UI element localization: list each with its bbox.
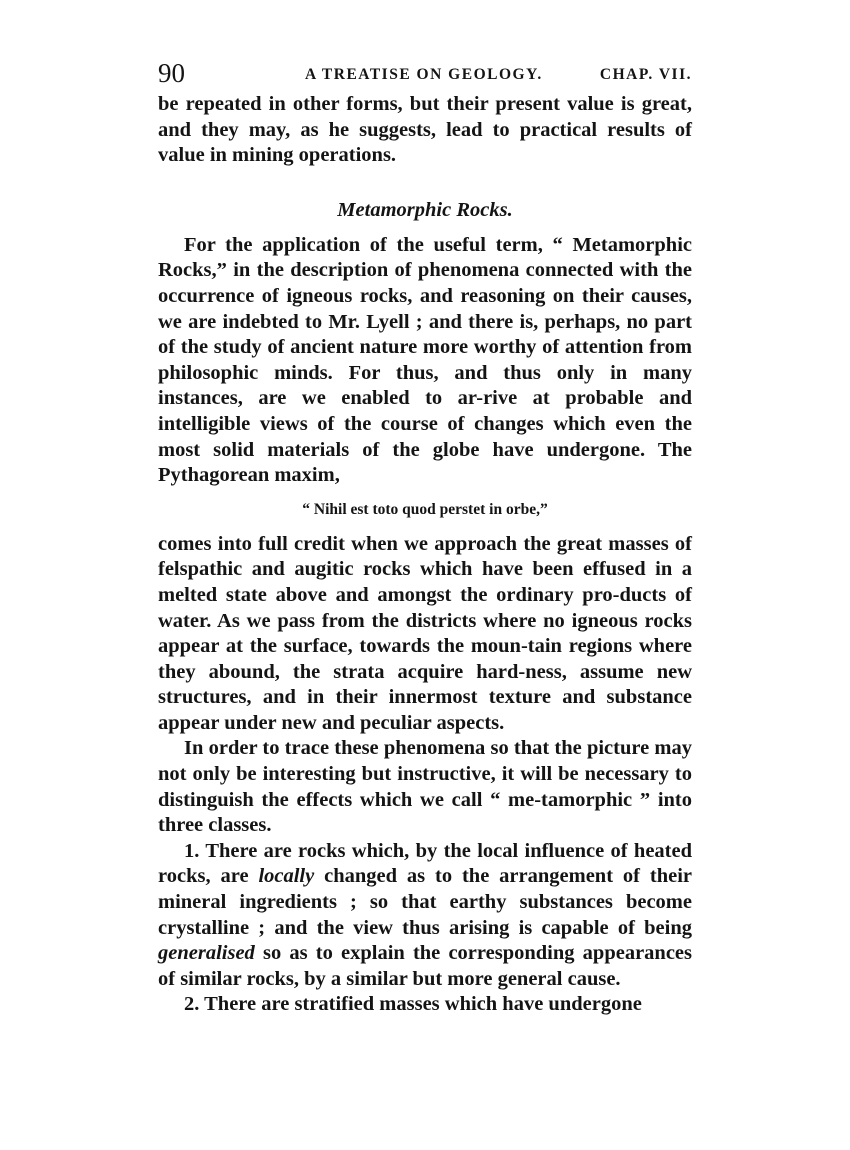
latin-quotation: “ Nihil est toto quod perstet in orbe,”	[302, 500, 548, 518]
paragraph-three-classes: In order to trace these phenomena so that the picture may not only be interesting but instructive, it will be necessary to distinguish the effects which we call “ me-tamorphic ” into three classes.	[158, 737, 692, 837]
emphasis-locally: locally	[258, 865, 315, 888]
paragraph-class-one	[158, 839, 692, 993]
page-header	[158, 58, 692, 92]
paragraph-igneous-masses: comes into full credit when we approach the great masses of felspathic and augitic rocks which have been effused in a melted state above and amongst the ordinary pro-ducts of water. As we pass from the districts where no igneous rocks appear at the surface, towards the moun-tain regions where they abound, the strata acquire hard-ness, assume new structures, and in their innermost texture and substance appear under new and peculiar aspects.	[158, 532, 692, 734]
class-one-text-c: so as to explain the corresponding appearances of similar rocks, by a similar but more general cause.	[158, 942, 692, 990]
class-one-text-b: changed as to the arrangement of their mineral ingredients ; so that earthy substances become crystalline ; and the view thus arising is capable of being	[158, 865, 692, 939]
emphasis-generalised: generalised	[158, 942, 255, 965]
paragraph-metamorphic-intro: For the application of the useful term, “ Metamorphic Rocks,” in the description of phenomena connected with the occurrence of igneous rocks, and reasoning on their causes, we are indebted to Mr. Lyell ; and there is, perhaps, no part of the study of ancient nature more worthy of attention from philosophic minds. For thus, and thus only in many instances, are we enabled to ar-rive at probable and intelligible views of the course of changes which even the most solid materials of the globe have undergone. The Pythagorean maxim,	[158, 233, 692, 487]
class-one-text-a: 1. There are rocks which, by the local influence of heated rocks, are	[158, 839, 692, 888]
running-title: A TREATISE ON GEOLOGY.	[305, 66, 543, 83]
page-number: 90	[158, 58, 185, 88]
book-page	[158, 58, 692, 1018]
chapter-label: CHAP. VII.	[599, 66, 692, 83]
section-heading: Metamorphic Rocks.	[337, 198, 513, 221]
paragraph-class-two: 2. There are stratified masses which have undergone	[184, 993, 642, 1016]
paragraph-continuation: be repeated in other forms, but their present value is great, and they may, as he suggests, lead to practical results of value in mining operations.	[158, 93, 692, 167]
